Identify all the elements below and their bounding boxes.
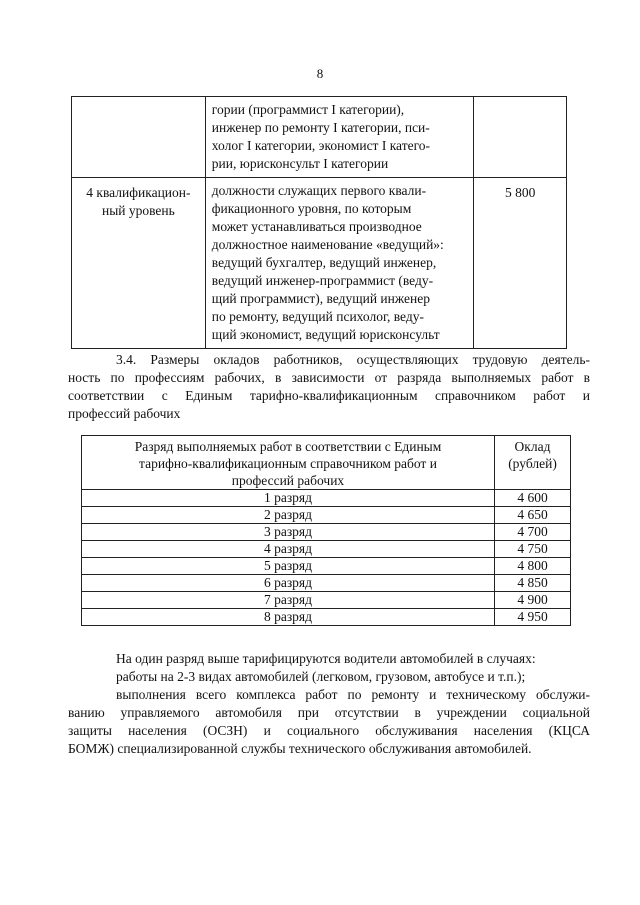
table-row [82, 524, 571, 541]
positions-cell [205, 97, 474, 178]
text-line: профессий рабочих [68, 406, 181, 421]
text-line: должности служащих первого квали- [211, 183, 427, 198]
text-line: ность по профессиям рабочих, в зависимости от разряда выполняемых работ в [68, 370, 590, 385]
text-line: соответствии с Единым тарифно-квалификационным справочником работ и [68, 388, 590, 403]
text-line: по ремонту, ведущий психолог, веду- [211, 309, 424, 324]
salary-cell: 4 900 [495, 592, 571, 609]
header-salary [495, 436, 571, 490]
salary-cell: 4 800 [495, 558, 571, 575]
text-line: Оклад [514, 439, 551, 454]
table-header [82, 436, 571, 490]
text-line: ведущий бухгалтер, ведущий инженер, [211, 255, 437, 270]
positions-cell [205, 178, 474, 349]
header-grade [82, 436, 495, 490]
grade-cell: 2 разряд [82, 507, 495, 524]
text-line: выполнения всего комплекса работ по ремонту и техническому обслужи- [116, 687, 590, 702]
salary-cell: 4 750 [495, 541, 571, 558]
text-line: фикационного уровня, по которым [211, 201, 412, 216]
grade-cell: 3 разряд [82, 524, 495, 541]
text-line: тарифно-квалификационным справочником работ и [139, 456, 437, 471]
text-line: (рублей) [508, 456, 557, 471]
grade-cell: 4 разряд [82, 541, 495, 558]
text-line: щий экономист, ведущий юрисконсульт [211, 327, 440, 342]
text-line: БОМЖ) специализированной службы технического обслуживания автомобилей. [68, 741, 532, 756]
text-line: ный уровень [101, 203, 175, 218]
grade-cell: 7 разряд [82, 592, 495, 609]
text-line: холог I категории, экономист I катего- [211, 138, 431, 153]
grade-cell: 8 разряд [82, 609, 495, 626]
page-number: 8 [316, 66, 324, 81]
text-line: гории (программист I категории), [211, 102, 405, 117]
table-row [82, 592, 571, 609]
salary-cell [474, 97, 567, 178]
grade-cell: 5 разряд [82, 558, 495, 575]
text-line: Разряд выполняемых работ в соответствии с Единым [134, 439, 442, 454]
text-line: ванию управляемого автомобиля при отсутствии в учреждении социальной [68, 705, 590, 720]
text-line: работы на 2-3 видах автомобилей (легковом, грузовом, автобусе и т.п.); [116, 669, 526, 684]
text-line: инженер по ремонту I категории, пси- [211, 120, 430, 135]
section-3-4 [68, 351, 590, 423]
table-row [82, 507, 571, 524]
text-line: защиты населения (ОСЗН) и социального обслуживания населения (КЦСА [68, 723, 590, 738]
table-row [82, 609, 571, 626]
text-line: рии, юрисконсульт I категории [211, 156, 389, 171]
table-row [82, 558, 571, 575]
salary-cell: 4 950 [495, 609, 571, 626]
table-row [72, 178, 567, 349]
salary-cell: 4 700 [495, 524, 571, 541]
grade-cell: 1 разряд [82, 490, 495, 507]
table-row [72, 97, 567, 178]
salary-cell: 4 600 [495, 490, 571, 507]
salary-cell: 5 800 [474, 178, 567, 349]
table-row [82, 541, 571, 558]
table-row [82, 490, 571, 507]
text-line: профессий рабочих [231, 473, 345, 488]
salary-cell: 4 650 [495, 507, 571, 524]
grade-cell: 6 разряд [82, 575, 495, 592]
text-line: щий программист), ведущий инженер [211, 291, 430, 306]
level-cell [72, 97, 206, 178]
level-cell [72, 178, 206, 349]
salary-cell: 4 850 [495, 575, 571, 592]
qualification-table [71, 96, 567, 349]
text-line: может устанавливаться производное [211, 219, 422, 234]
text-line: На один разряд выше тарифицируются водители автомобилей в случаях: [116, 651, 536, 666]
text-line: должностное наименование «ведущий»: [211, 237, 444, 252]
text-line: 4 квалификацион- [86, 185, 191, 200]
workers-salary-table [81, 435, 571, 626]
text-line: ведущий инженер-программист (веду- [211, 273, 434, 288]
text-line: 3.4. Размеры окладов работников, осуществляющих трудовую деятель- [116, 352, 590, 367]
table-row [82, 575, 571, 592]
drivers-paragraph [68, 650, 590, 758]
